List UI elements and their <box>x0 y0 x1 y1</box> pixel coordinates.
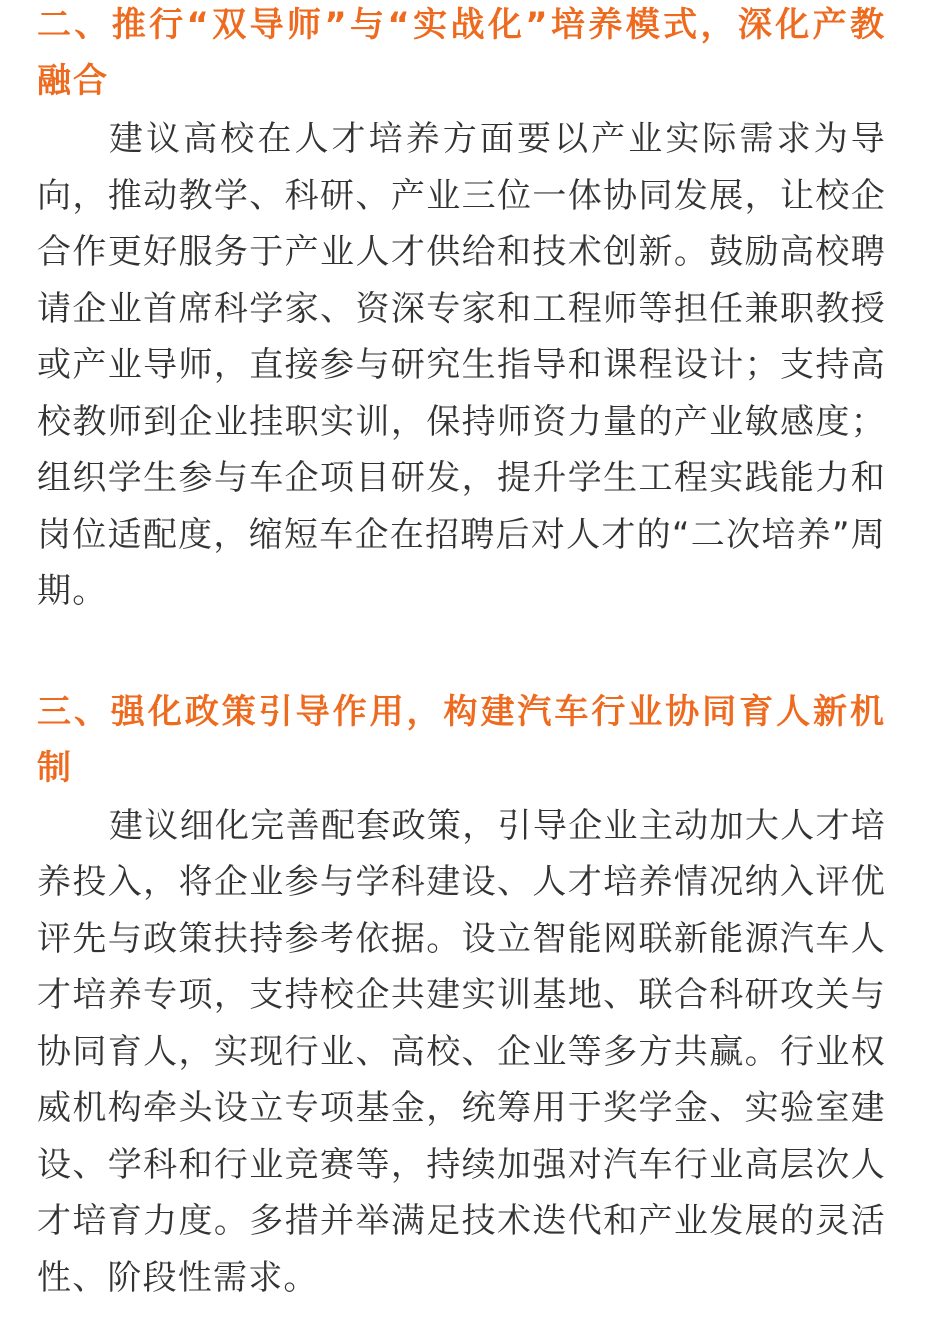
section-heading: 二、推行“双导师”与“实战化”培养模式，深化产教融合 <box>37 5 886 101</box>
section-heading: 三、强化政策引导作用，构建汽车行业协同育人新机制 <box>37 691 886 788</box>
section-paragraph: 建议细化完善配套政策，引导企业主动加大人才培养投入，将企业参与学科建设、人才培养情况纳入评优评先与政策扶持参考依据。设立智能网联新能源汽车人才培养专项，支持校企共建实训基地、联合科研攻关与协同育人，实现行业、高校、企业等多方共赢。行业权威机构牵头设立专项基金，统筹用于奖学金、实验室建设、学科和行业竞赛等，持续加强对汽车行业高层次人才培育力度。多措并举满足技术迭代和产业发展的灵活性、阶段性需求。 <box>37 805 886 1298</box>
section-paragraph: 建议高校在人才培养方面要以产业实际需求为导向，推动教学、科研、产业三位一体协同发展，让校企合作更好服务于产业人才供给和技术创新。鼓励高校聘请企业首席科学家、资深专家和工程师等担任兼职教授或产业导师，直接参与研究生指导和课程设计；支持高校教师到企业挂职实训，保持师资力量的产业敏感度；组织学生参与车企项目研发，提升学生工程实践能力和岗位适配度，缩短车企在招聘后对人才的“二次培养”周期。 <box>37 119 886 611</box>
